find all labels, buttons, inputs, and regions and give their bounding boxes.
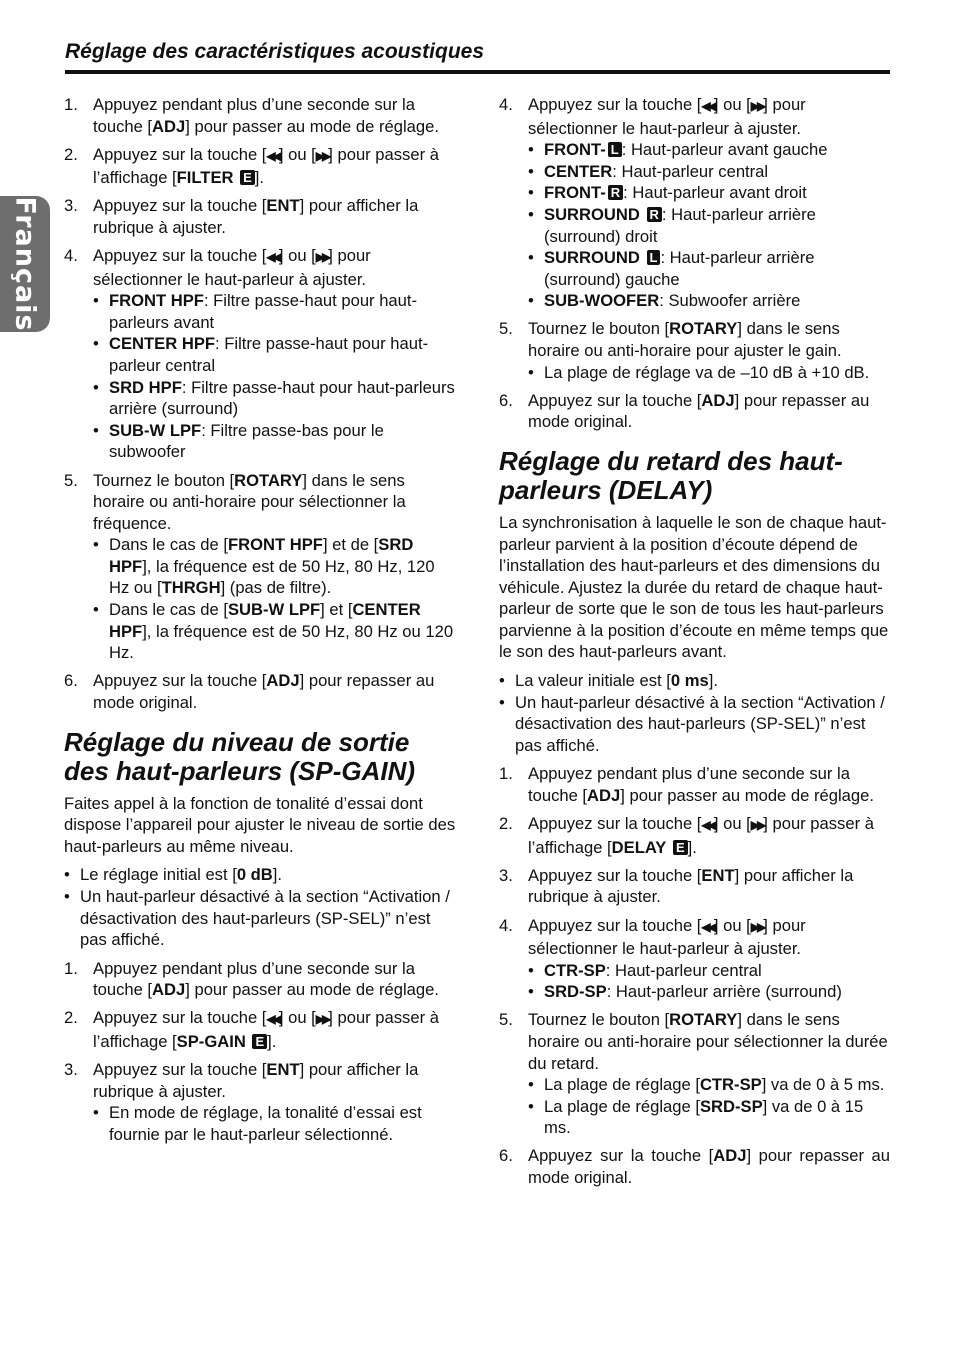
rewind-icon: ◀◀ — [266, 1012, 279, 1027]
rewind-icon: ◀◀ — [266, 148, 279, 163]
rewind-icon: ◀◀ — [266, 250, 279, 265]
speaker-list — [528, 139, 890, 312]
delay-heading: Réglage du retard des haut-parleurs (DELAY) — [499, 445, 843, 505]
right-column — [499, 94, 890, 1195]
gain-step-1: 1. Appuyez pendant plus d’une seconde sur la touche [ADJ] pour passer au mode de réglage. — [64, 958, 439, 1000]
delay-step-2: 2. Appuyez sur la touche [◀◀] ou [▶▶] pour passer à l’affichage [DELAY E ]. — [499, 814, 874, 857]
gain-step-4: 4. Appuyez sur la touche [◀◀] ou [▶▶] pour sélectionner le haut-parleur à ajuster. • FRONT- L : Haut-parleur avant gauche • CENTER: Haut-parleur central • FRONT- R : Haut-parleur avant droit • SURROUND R : Haut-parleur arrière (surround) droit • SURROUND L : Haut-parleur arrière (surround) gauche • SUB-WOOFER: Subwoofer arrière — [499, 94, 890, 312]
list-item: • SURROUND L : Haut-parleur arrière (surround) gauche — [528, 247, 890, 290]
key-e-icon: E — [252, 1034, 267, 1049]
fast-forward-icon: ▶▶ — [315, 1012, 329, 1027]
gain-step-2: 2. Appuyez sur la touche [◀◀] ou [▶▶] pour passer à l’affichage [SP-GAIN E ]. — [64, 1008, 439, 1051]
fast-forward-icon: ▶▶ — [315, 250, 329, 265]
gain-step-3: 3. Appuyez sur la touche [ENT] pour afficher la rubrique à ajuster. • En mode de réglage, la tonalité d’essai est fournie par le haut-parleur sélectionné. — [64, 1059, 456, 1145]
sp-gain-heading: Réglage du niveau de sortie des haut-parleurs (SP-GAIN) — [64, 726, 416, 786]
delay-step-5: 5. Tournez le bouton [ROTARY] dans le sens horaire ou anti-horaire pour sélectionner la durée du retard. • La plage de réglage [CTR-SP] va de 0 à 5 ms. • La plage de réglage [SRD-SP] va de 0 à 15 ms. — [499, 1009, 890, 1139]
delay-notes — [499, 670, 890, 756]
rewind-icon: ◀◀ — [701, 818, 714, 833]
key-l-icon: L — [608, 142, 622, 157]
list-item: • FRONT HPF: Filtre passe-haut pour haut-parleurs avant — [93, 290, 456, 333]
list-item: • FRONT- R : Haut-parleur avant droit — [528, 182, 890, 204]
list-item: • SURROUND R : Haut-parleur arrière (surround) droit — [528, 204, 890, 247]
sp-gain-intro: Faites appel à la fonction de tonalité d’essai dont dispose l’appareil pour ajuster le niveau de sortie des haut-parleurs au même niveau. — [64, 793, 456, 856]
list-item: • SRD HPF: Filtre passe-haut pour haut-parleurs arrière (surround) — [93, 377, 456, 420]
list-item: • La plage de réglage [SRD-SP] va de 0 à 15 ms. — [528, 1096, 890, 1139]
list-item: • FRONT- L : Haut-parleur avant gauche — [528, 139, 890, 161]
filter-step-5: 5. Tournez le bouton [ROTARY] dans le sens horaire ou anti-horaire pour sélectionner la fréquence. • Dans le cas de [FRONT HPF] et de [SRD HPF], la fréquence est de 50 Hz, 80 Hz, 120 Hz ou [THRGH] (pas de filtre). • Dans le cas de [SUB-W LPF] et [CENTER HPF], la fréquence est de 50 Hz, 80 Hz ou 120 Hz. — [64, 470, 456, 664]
filter-step-6: 6. Appuyez sur la touche [ADJ] pour repasser au mode original. — [64, 671, 435, 712]
key-r-icon: R — [608, 185, 623, 200]
key-e-icon: E — [673, 840, 688, 855]
rewind-icon: ◀◀ — [701, 99, 714, 113]
rewind-icon: ◀◀ — [701, 919, 714, 934]
delay-step-6: 6. Appuyez sur la touche [ADJ] pour repasser au mode original. — [499, 1146, 890, 1188]
delay-step-4: 4. Appuyez sur la touche [◀◀] ou [▶▶] pour sélectionner le haut-parleur à ajuster. • CTR-SP: Haut-parleur central • SRD-SP: Haut-parleur arrière (surround) — [499, 915, 890, 1003]
list-item: • La plage de réglage va de –10 dB à +10 dB. — [528, 362, 890, 384]
filter-step-3: 3. Appuyez sur la touche [ENT] pour afficher la rubrique à ajuster. — [64, 196, 419, 237]
delay-step-3: 3. Appuyez sur la touche [ENT] pour afficher la rubrique à ajuster. — [499, 865, 854, 907]
list-item: • Dans le cas de [SUB-W LPF] et [CENTER HPF], la fréquence est de 50 Hz, 80 Hz ou 120 Hz. — [93, 599, 456, 664]
filter-step-4: 4. Appuyez sur la touche [◀◀] ou [▶▶] pour sélectionner le haut-parleur à ajuster. • FRONT HPF: Filtre passe-haut pour haut-parleurs avant • CENTER HPF: Filtre passe-haut pour haut-parleur central • SRD HPF: Filtre passe-haut pour haut-parleurs arrière (surround) • SUB-W LPF: Filtre passe-bas pour le subwoofer — [64, 245, 456, 463]
fast-forward-icon: ▶▶ — [750, 818, 764, 833]
fast-forward-icon: ▶▶ — [750, 919, 764, 934]
key-e-icon: E — [240, 170, 255, 185]
left-column — [64, 94, 456, 1152]
list-item: • La plage de réglage [CTR-SP] va de 0 à 5 ms. — [528, 1074, 890, 1096]
gain-step-5: 5. Tournez le bouton [ROTARY] dans le sens horaire ou anti-horaire pour ajuster le gain. • La plage de réglage va de –10 dB à +10 dB. — [499, 318, 890, 383]
list-item: • CTR-SP: Haut-parleur central — [528, 960, 890, 982]
list-item: • Dans le cas de [FRONT HPF] et de [SRD HPF], la fréquence est de 50 Hz, 80 Hz, 120 Hz ou [THRGH] (pas de filtre). — [93, 534, 456, 599]
delay-step-1: 1. Appuyez pendant plus d’une seconde sur la touche [ADJ] pour passer au mode de réglage. — [499, 764, 874, 806]
sp-gain-notes — [64, 864, 456, 950]
filter-step-2: 2. Appuyez sur la touche [◀◀] ou [▶▶] pour passer à l’affichage [FILTER E ]. — [64, 144, 439, 188]
page-header: Réglage des caractéristiques acoustiques — [65, 38, 890, 74]
language-tab-label: Français — [9, 196, 41, 332]
filter-step-1: 1. Appuyez pendant plus d’une seconde sur la touche [ADJ] pour passer au mode de réglage. — [64, 95, 439, 136]
list-item: • SRD-SP: Haut-parleur arrière (surround) — [528, 981, 890, 1003]
fast-forward-icon: ▶▶ — [750, 99, 764, 113]
list-item: • Le réglage initial est [0 dB]. — [64, 864, 456, 886]
delay-intro: La synchronisation à laquelle le son de chaque haut-parleur parvient à la position d’écoute dépend de l’installation des haut-parleurs et des dimensions du véhicule. Ajustez la durée du retard de chaque haut-parleur de sorte que le son de tous les haut-parleurs parvienne à la position d’écoute en même temps que le son des haut-parleurs avant. — [499, 512, 889, 662]
list-item: • En mode de réglage, la tonalité d’essai est fournie par le haut-parleur sélectionné. — [93, 1102, 456, 1145]
list-item: • Un haut-parleur désactivé à la section “Activation / désactivation des haut-parleurs (SP-SEL)” n’est pas affiché. — [499, 692, 890, 757]
key-l-icon: L — [647, 250, 661, 265]
list-item: • CENTER HPF: Filtre passe-haut pour haut-parleur central — [93, 333, 456, 376]
language-tab — [0, 196, 50, 332]
list-item: • CENTER: Haut-parleur central — [528, 161, 890, 183]
list-item: • Un haut-parleur désactivé à la section “Activation / désactivation des haut-parleurs (SP-SEL)” n’est pas affiché. — [64, 886, 456, 951]
filter-options-list — [93, 290, 456, 463]
gain-step-6: 6. Appuyez sur la touche [ADJ] pour repasser au mode original. — [499, 390, 870, 432]
list-item: • SUB-W LPF: Filtre passe-bas pour le subwoofer — [93, 420, 456, 463]
key-r-icon: R — [647, 207, 662, 222]
list-item: • La valeur initiale est [0 ms]. — [499, 670, 890, 692]
fast-forward-icon: ▶▶ — [315, 148, 329, 163]
list-item: • SUB-WOOFER: Subwoofer arrière — [528, 290, 890, 312]
